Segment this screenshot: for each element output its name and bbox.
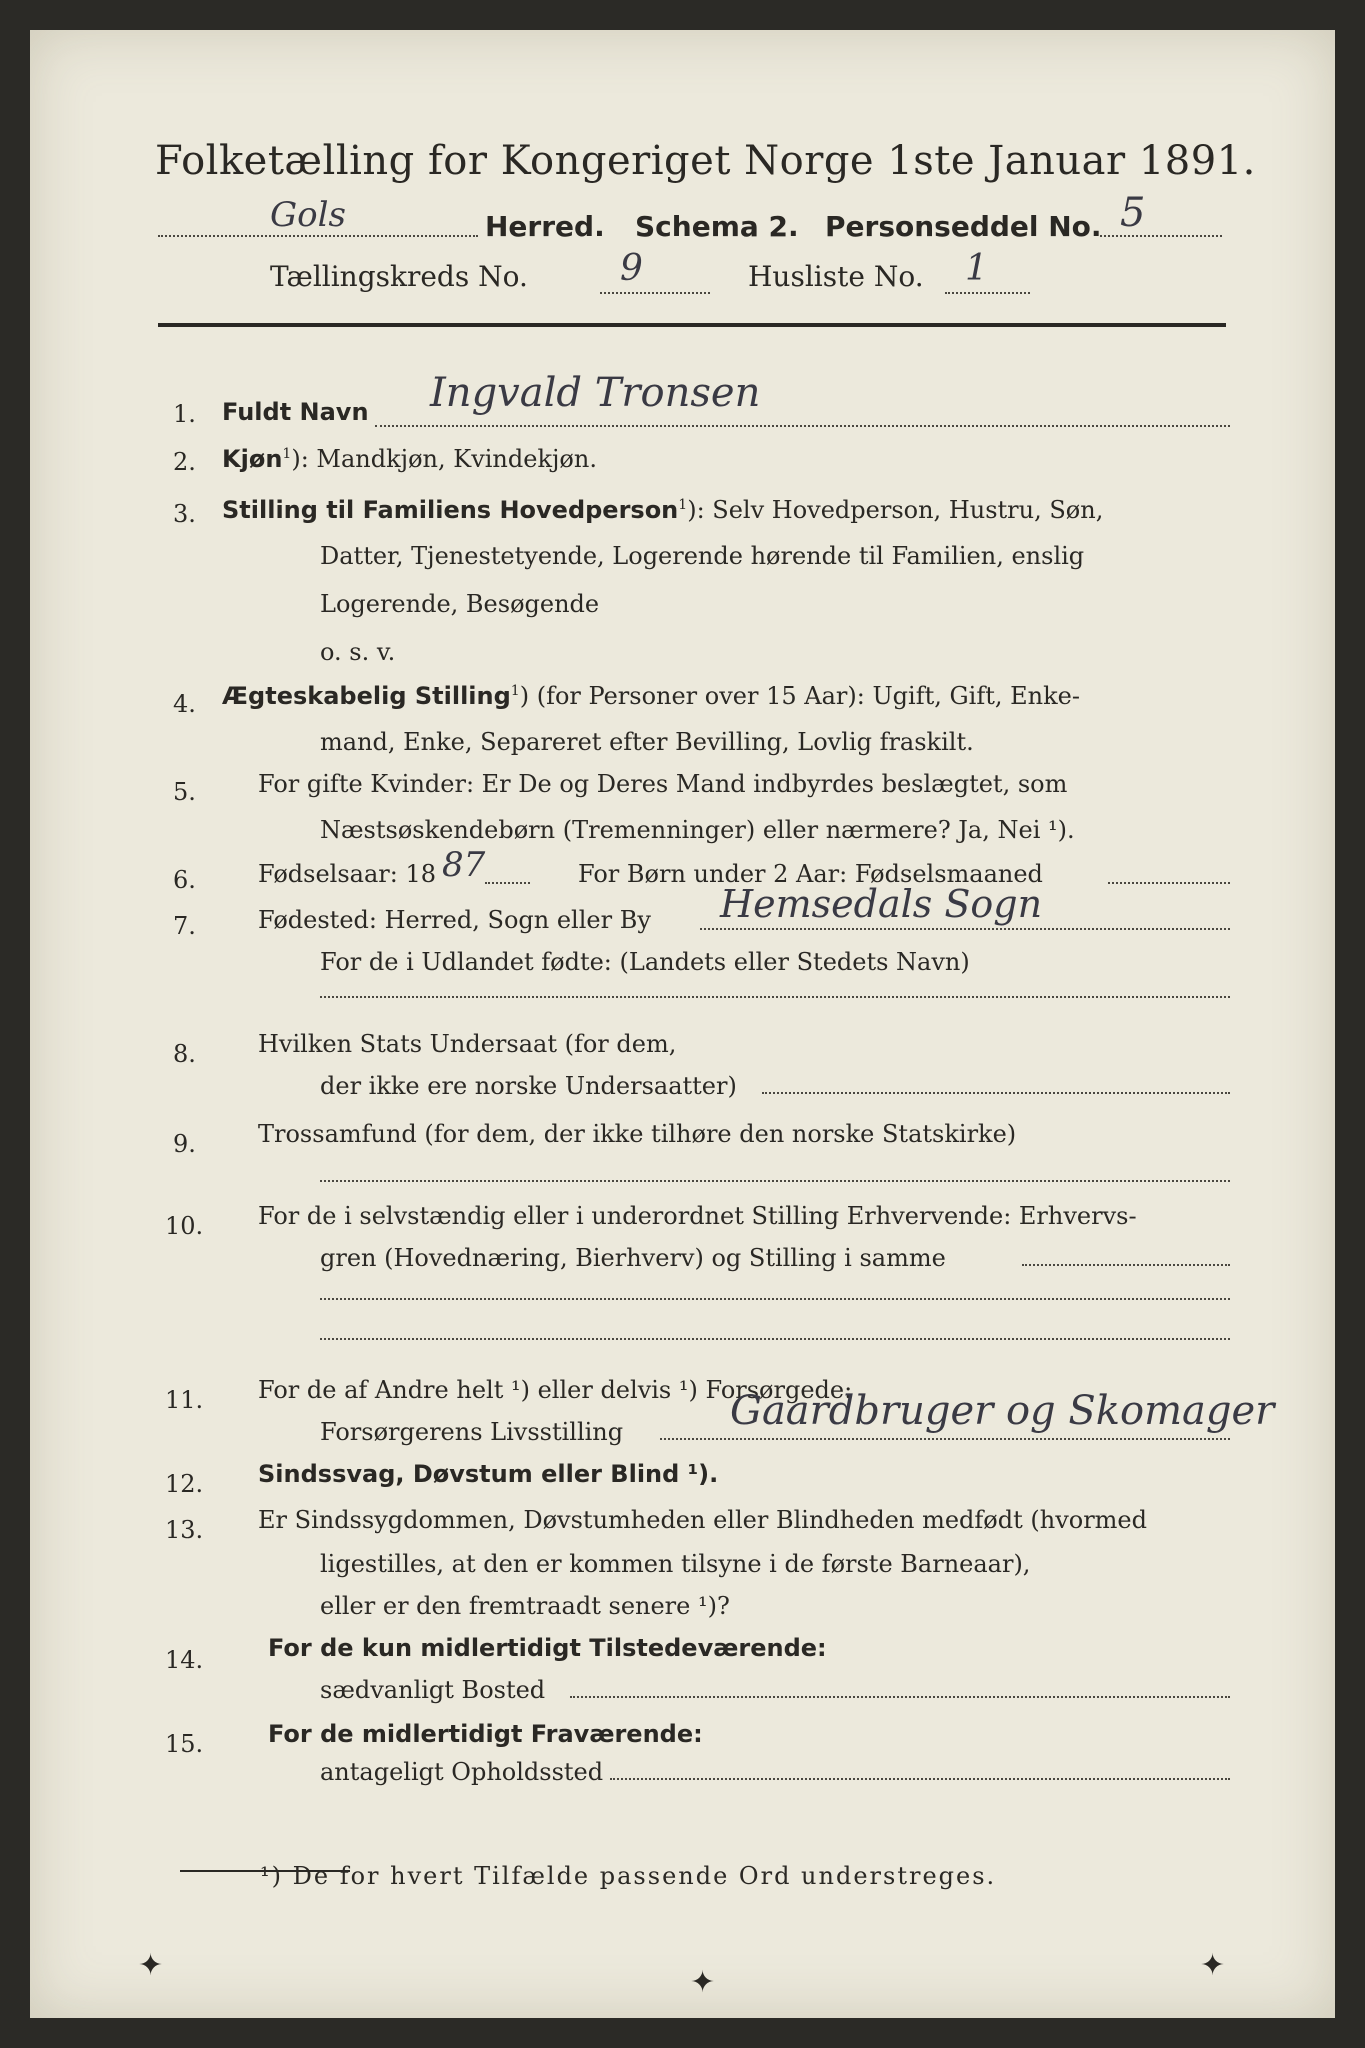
q13-line2: ligestilles, at den er kommen tilsyne i de første Barneaar), [320, 1550, 1031, 1578]
item-number-2: 2. [173, 448, 196, 476]
q3-rest: ): Selv Hovedperson, Hustru, Søn, [687, 496, 1104, 524]
item-number-9: 9. [173, 1130, 196, 1158]
personseddel-dotted-line [1100, 235, 1222, 237]
q11-dotted-line [660, 1438, 1230, 1440]
q10-extra-line-2 [320, 1338, 1230, 1340]
q11-value: Gaardbruger og Skomager [730, 1388, 1275, 1434]
husliste-dotted-line [945, 292, 1030, 294]
q15-dotted-line [610, 1778, 1230, 1780]
punch-mark-center-icon: ✦ [690, 1965, 716, 2000]
q6-month-dotted-line [1108, 882, 1230, 884]
q3-sup: 1 [678, 497, 688, 513]
item-number-10: 10. [165, 1212, 204, 1240]
kreds-value: 9 [620, 248, 643, 289]
q3-line3: Logerende, Besøgende [320, 590, 600, 618]
q7-label: Fødested: Herred, Sogn eller By [258, 906, 651, 934]
item-number-11: 11. [165, 1386, 204, 1414]
census-form-page [30, 30, 1335, 2018]
q1-label: Fuldt Navn [222, 398, 369, 426]
husliste-label: Husliste No. [748, 260, 924, 293]
q2-bold: Kjøn [222, 445, 283, 473]
item-number-13: 13. [165, 1516, 204, 1544]
q8-line1: Hvilken Stats Undersaat (for dem, [258, 1030, 677, 1058]
q4-line1 [222, 682, 1080, 710]
item-number-15: 15. [165, 1730, 204, 1758]
footnote: ¹) De for hvert Tilfælde passende Ord understreges. [260, 1862, 997, 1890]
item-number-4: 4. [173, 690, 196, 718]
q6-dotted-line [485, 882, 530, 884]
q3-line1 [222, 496, 1103, 524]
form-title: Folketælling for Kongeriget Norge 1ste Januar 1891. [155, 138, 1256, 184]
q2-sup: 1 [282, 446, 292, 462]
q6-label: Fødselsaar: 18 [258, 860, 437, 888]
item-number-5: 5. [173, 778, 196, 806]
item-number-14: 14. [165, 1646, 204, 1674]
q10-dotted-line [1022, 1264, 1230, 1266]
q2-text [222, 445, 597, 473]
q3-line2: Datter, Tjenestetyende, Logerende hørende til Familien, enslig [320, 542, 1085, 570]
husliste-value: 1 [965, 248, 988, 289]
q8-line2: der ikke ere norske Undersaatter) [320, 1072, 737, 1100]
q6-value: 87 [442, 845, 486, 885]
q12-line1: Sindssvag, Døvstum eller Blind ¹). [258, 1460, 719, 1488]
q15-line2: antageligt Opholdssted [320, 1758, 604, 1786]
item-number-1: 1. [173, 400, 196, 428]
schema-label: Schema 2. [635, 210, 799, 243]
q11-line1: For de af Andre helt ¹) eller delvis ¹) Forsørgede: [258, 1376, 853, 1404]
punch-mark-left-icon: ✦ [138, 1948, 164, 1983]
q7-line2: For de i Udlandet fødte: (Landets eller Stedets Navn) [320, 948, 970, 976]
q5-line1: For gifte Kvinder: Er De og Deres Mand indbyrdes beslægtet, som [258, 770, 1068, 798]
q4-bold: Ægteskabelig Stilling [222, 682, 511, 710]
q2-rest: ): Mandkjøn, Kvindekjøn. [291, 445, 597, 473]
item-number-3: 3. [173, 500, 196, 528]
q5-line2: Næstsøskendebørn (Tremenninger) eller nærmere? Ja, Nei ¹). [320, 816, 1075, 844]
q4-rest: ) (for Personer over 15 Aar): Ugift, Gift, Enke- [519, 682, 1080, 710]
kreds-label: Tællingskreds No. [270, 260, 528, 293]
q10-line1: For de i selvstændig eller i underordnet Stilling Erhvervende: Erhvervs- [258, 1202, 1137, 1230]
herred-label: Herred. [485, 210, 605, 243]
q1-value: Ingvald Tronsen [430, 370, 761, 416]
q11-line2: Forsørgerens Livsstilling [320, 1418, 624, 1446]
q14-line1: For de kun midlertidigt Tilstedeværende: [268, 1634, 827, 1662]
header-rule [158, 323, 1226, 327]
q8-dotted-line [762, 1092, 1230, 1094]
q1-dotted-line [375, 425, 1230, 427]
q7-value: Hemsedals Sogn [720, 882, 1043, 926]
item-number-6: 6. [173, 866, 196, 894]
personseddel-label: Personseddel No. [825, 210, 1102, 243]
herred-value: Gols [270, 195, 346, 235]
personseddel-value: 5 [1120, 190, 1146, 236]
q13-line3: eller er den fremtraadt senere ¹)? [320, 1592, 730, 1620]
herred-dotted-line [158, 235, 478, 237]
punch-mark-right-icon: ✦ [1200, 1948, 1226, 1983]
item-number-7: 7. [173, 912, 196, 940]
q15-line1: For de midlertidigt Fraværende: [268, 1720, 703, 1748]
q7-line2-dotted-line [320, 996, 1230, 998]
q3-bold: Stilling til Familiens Hovedperson [222, 496, 679, 524]
q4-line2: mand, Enke, Separeret efter Bevilling, Lovlig fraskilt. [320, 728, 974, 756]
kreds-dotted-line [600, 292, 710, 294]
q6-rest: For Børn under 2 Aar: Fødselsmaaned [578, 860, 1043, 888]
q10-line2: gren (Hovednæring, Bierhverv) og Stilling i samme [320, 1244, 946, 1272]
q13-line1: Er Sindssygdommen, Døvstumheden eller Blindheden medfødt (hvormed [258, 1506, 1147, 1534]
q7-dotted-line [700, 928, 1230, 930]
q4-sup: 1 [510, 683, 520, 699]
q10-extra-line-1 [320, 1298, 1230, 1300]
q14-dotted-line [570, 1696, 1230, 1698]
q9-line1: Trossamfund (for dem, der ikke tilhøre den norske Statskirke) [258, 1120, 1017, 1148]
q3-line4: o. s. v. [320, 638, 396, 666]
q14-line2: sædvanligt Bosted [320, 1676, 546, 1704]
q9-dotted-line [320, 1180, 1230, 1182]
item-number-12: 12. [165, 1470, 204, 1498]
item-number-8: 8. [173, 1040, 196, 1068]
